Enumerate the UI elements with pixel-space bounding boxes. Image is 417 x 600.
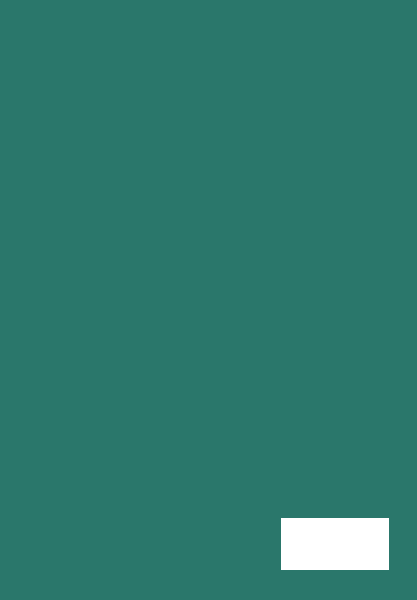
barcode-bars	[285, 526, 385, 559]
barcode	[281, 518, 389, 570]
